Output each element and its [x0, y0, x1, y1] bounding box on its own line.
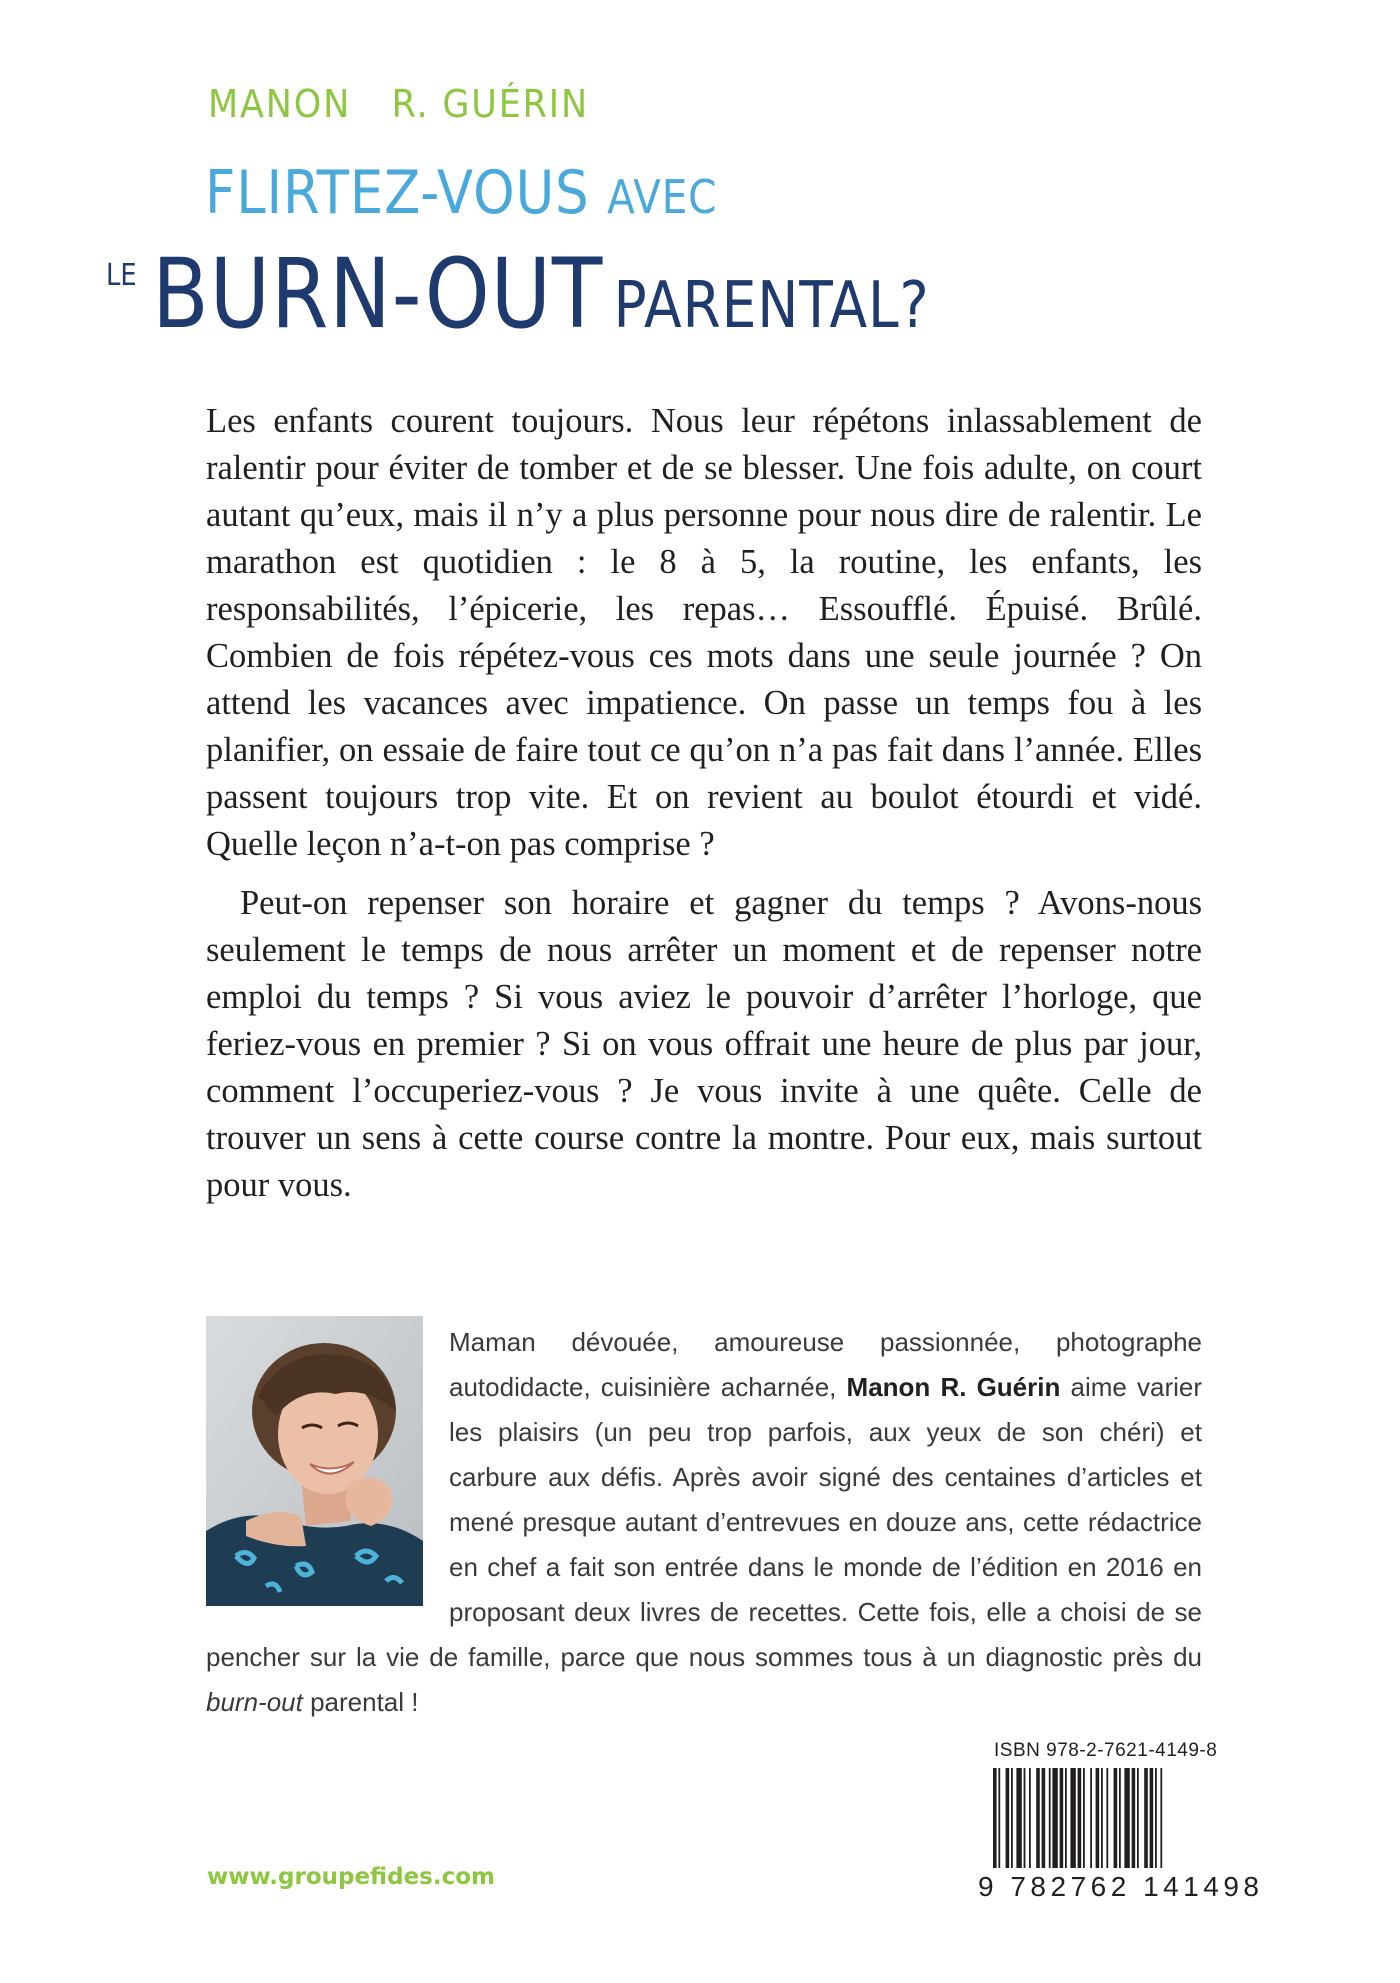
title-word-avec: AVEC	[607, 170, 718, 224]
blurb	[206, 398, 1202, 1209]
title-word-flirtez-vous: FLIRTEZ-VOUS	[205, 158, 590, 228]
author-name	[208, 82, 589, 126]
bio-text-3: parental !	[302, 1687, 419, 1717]
title-word-le: LE	[106, 258, 137, 293]
title-line-2	[106, 238, 930, 350]
blurb-paragraph-2: Peut-on repenser son horaire et gagner du temps ? Avons-nous seulement le temps de nous arrêter un moment et de repenser notre emploi du temps ? Si vous aviez le pouvoir d’arrêter l’horloge, que feriez-vous en premier ? Si on vous offrait une heure de plus par jour, comment l’occuperiez-vous ? Je vous invite à une quête. Celle de trouver un sens à cette course contre la montre. Pour eux, mais surtout pour vous.	[206, 884, 1202, 1204]
bio-italic-term: burn-out	[206, 1687, 303, 1717]
barcode-digits: 9 782762 141498	[978, 1871, 1264, 1902]
bio-text-2: aime varier les plaisirs (un peu trop parfois, aux yeux de son chéri) et carbure aux défis. Après avoir signé des centaines d’articles et mené presque autant d’entrevues en douze ans, cette rédactrice en chef a fait son entrée dans le monde de l’édition en 2016 en proposant deux livres de recettes. Cette fois, elle a choisi de se pencher sur la vie de famille, parce que nous sommes tous à un diagnostic près du	[206, 1372, 1203, 1672]
bio-author-name: Manon R. Guérin	[846, 1372, 1061, 1402]
title-word-burn-out: BURN-OUT	[152, 238, 604, 350]
title-line-1	[205, 158, 717, 228]
publisher-website-link[interactable]: www.groupefides.com	[207, 1864, 495, 1890]
author-first-name: MANON	[208, 82, 352, 126]
isbn-label: ISBN 978-2-7621-4149-8	[994, 1740, 1218, 1761]
author-bio	[206, 1320, 1202, 1725]
barcode	[993, 1768, 1203, 1868]
bio-text-1: Maman dévouée, amoureuse passionnée, photographe autodidacte, cuisinière acharnée,	[449, 1327, 1202, 1402]
author-last-name: R. GUÉRIN	[391, 82, 589, 126]
title-word-parental: PARENTAL?	[613, 269, 930, 343]
blurb-paragraph-1: Les enfants courent toujours. Nous leur répétons inlassablement de ralentir pour éviter de tomber et de se blesser. Une fois adulte, on court autant qu’eux, mais il n’y a plus personne pour nous dire de ralentir. Le marathon est quotidien : le 8 à 5, la routine, les enfants, les responsabilités, l’épicerie, les repas… Essoufflé. Épuisé. Brûlé. Combien de fois répétez-vous ces mots dans une seule journée ? On attend les vacances avec impatience. On passe un temps fou à les planifier, on essaie de faire tout ce qu’on n’a pas fait dans l’année. Elles passent toujours trop vite. Et on revient au boulot étourdi et vidé. Quelle leçon n’a-t-on pas comprise ?	[206, 402, 1202, 863]
